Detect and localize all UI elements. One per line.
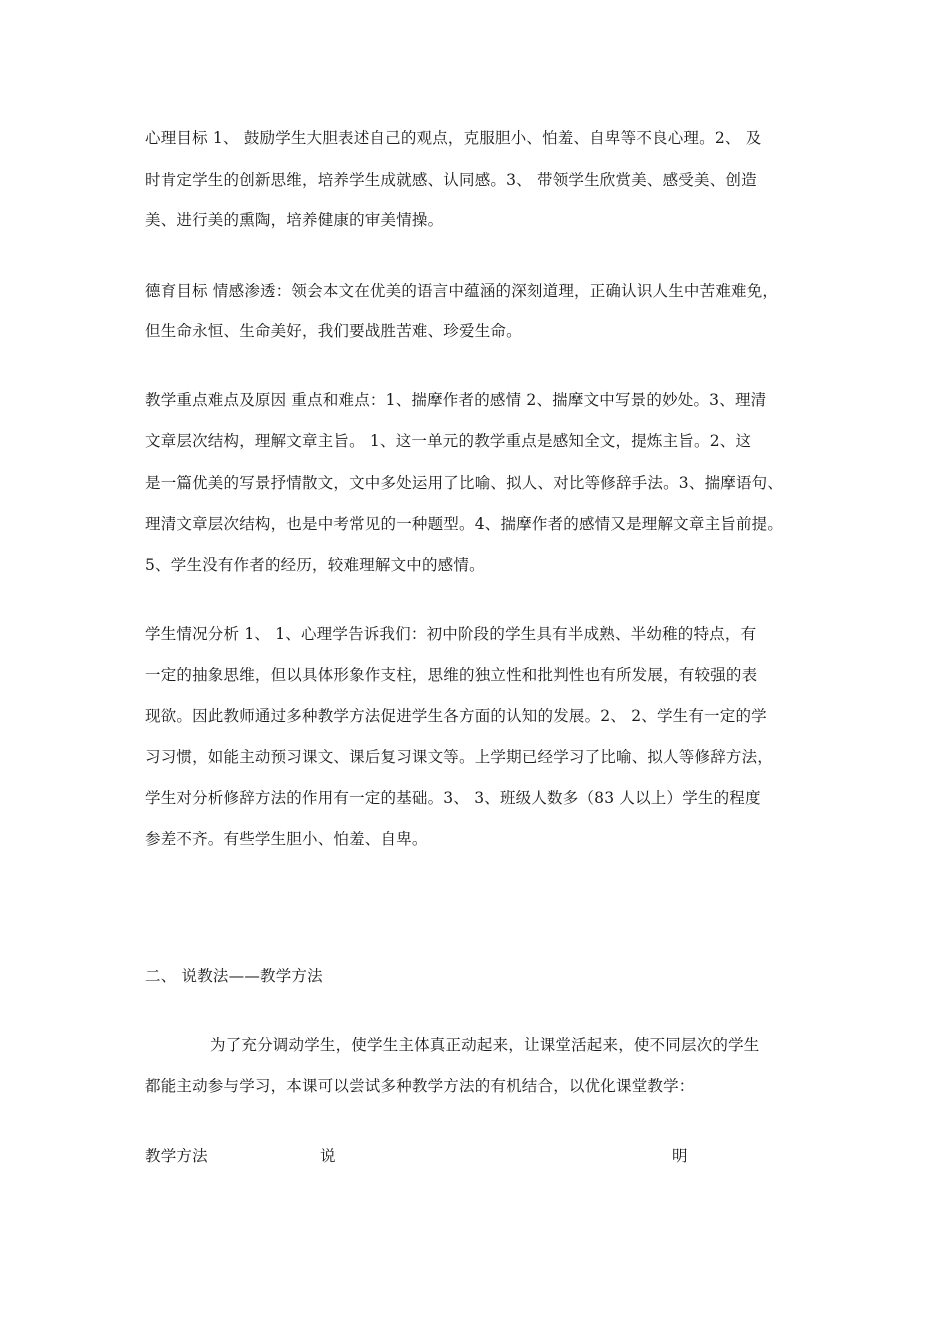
psychology-goal-line-2: 时肯定学生的创新思维，培养学生成就感、认同感。3、 带领学生欣赏美、感受美、创造 <box>145 171 757 189</box>
student-analysis-line-5: 学生对分析修辞方法的作用有一定的基础。3、 3、班级人数多（83 人以上）学生的程度 <box>145 789 761 807</box>
student-analysis-line-2: 一定的抽象思维，但以具体形象作支柱，思维的独立性和批判性也有所发展，有较强的表 <box>145 666 758 684</box>
methods-intro-line-2: 都能主动参与学习，本课可以尝试多种教学方法的有机结合，以优化课堂教学： <box>145 1077 695 1095</box>
table-header-desc-second: 明 <box>672 1147 688 1165</box>
key-points-line-5: 5、学生没有作者的经历，较难理解文中的感情。 <box>145 556 485 574</box>
methods-heading: 二、 说教法——教学方法 <box>145 967 323 985</box>
key-points-line-3: 是一篇优美的写景抒情散文，文中多处运用了比喻、拟人、对比等修辞手法。3、揣摩语句、 <box>145 474 784 492</box>
psychology-goal-line-3: 美、进行美的熏陶，培养健康的审美情操。 <box>145 211 444 229</box>
student-analysis-line-4: 习习惯，如能主动预习课文、课后复习课文等。上学期已经学习了比喻、拟人等修辞方法， <box>145 748 774 766</box>
moral-goal-line-2: 但生命永恒、生命美好，我们要战胜苦难、珍爱生命。 <box>145 322 522 340</box>
methods-intro-line-1: 为了充分调动学生，使学生主体真正动起来，让课堂活起来，使不同层次的学生 <box>210 1036 760 1054</box>
key-points-line-2: 文章层次结构，理解文章主旨。 1、这一单元的教学重点是感知全文，提炼主旨。2、这 <box>145 432 752 450</box>
student-analysis-line-1: 学生情况分析 1、 1、心理学告诉我们：初中阶段的学生具有半成熟、半幼稚的特点，有 <box>145 625 757 643</box>
key-points-line-1: 教学重点难点及原因 重点和难点：1、揣摩作者的感情 2、揣摩文中写景的妙处。3、理清 <box>145 391 767 409</box>
table-header-desc-first: 说 <box>320 1147 336 1165</box>
moral-goal-line-1: 德育目标 情感渗透：领会本文在优美的语言中蕴涵的深刻道理，正确认识人生中苦难难免， <box>145 282 779 300</box>
student-analysis-line-3: 现欲。因此教师通过多种教学方法促进学生各方面的认知的发展。2、 2、学生有一定的学 <box>145 707 767 725</box>
key-points-line-4: 理清文章层次结构，也是中考常见的一种题型。4、揣摩作者的感情又是理解文章主旨前提。 <box>145 515 784 533</box>
table-header-method: 教学方法 <box>145 1147 208 1165</box>
student-analysis-line-6: 参差不齐。有些学生胆小、怕羞、自卑。 <box>145 830 428 848</box>
psychology-goal-line-1: 心理目标 1、 鼓励学生大胆表述自己的观点，克服胆小、怕羞、自卑等不良心理。2、 及 <box>145 129 762 147</box>
